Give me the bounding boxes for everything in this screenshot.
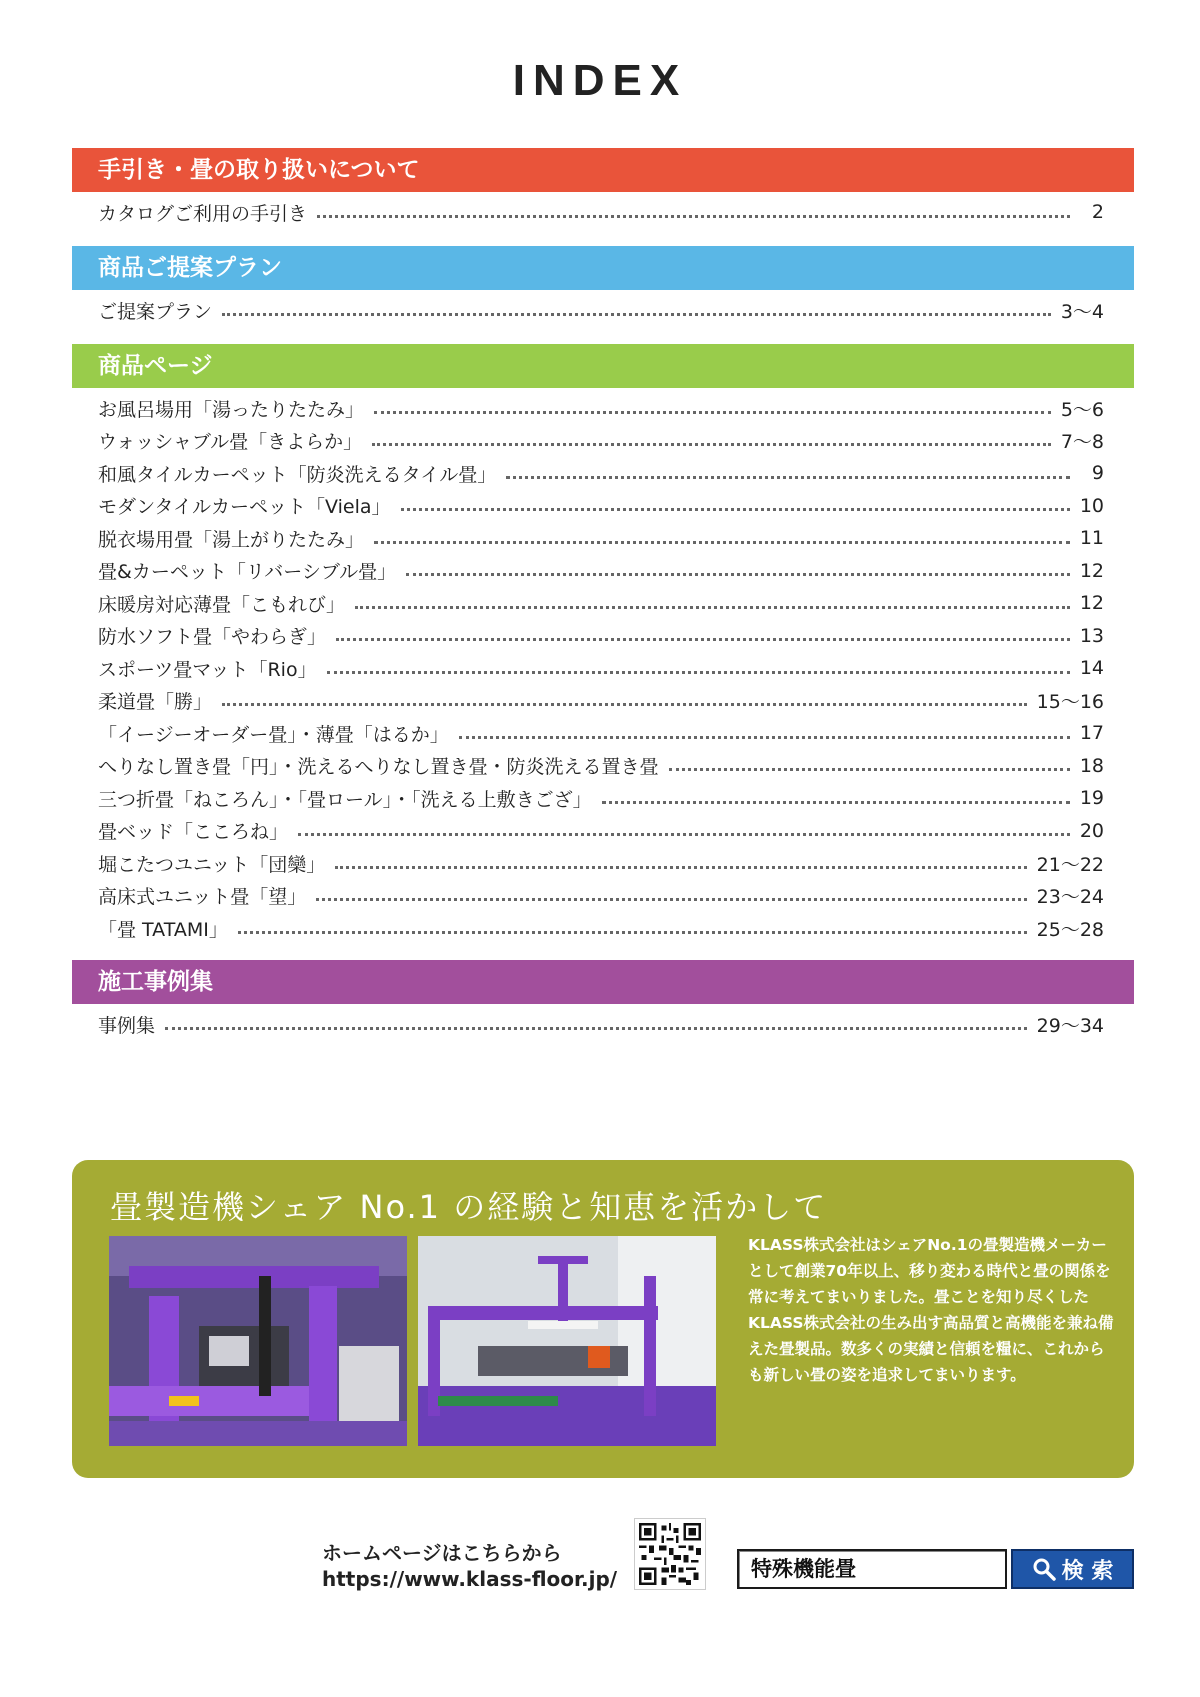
section-heading: 手引き・畳の取り扱いについて [72,148,1134,192]
dot-leader [374,541,1070,544]
index-entry[interactable] [72,457,1134,490]
entry-label: モダンタイルカーペット「Viela」 [98,496,391,519]
section-products [72,344,1134,945]
entry-page: 2 [1091,201,1104,224]
entry-label: カタログご利用の手引き [98,202,308,225]
section-guide [72,148,1134,229]
search-button[interactable] [1011,1549,1134,1589]
index-entry[interactable] [72,652,1134,685]
entry-label: ご提案プラン [98,300,213,323]
index-entry[interactable] [72,750,1134,783]
machine-photo [109,1236,407,1446]
index-entry[interactable] [72,815,1134,848]
entry-page: 12 [1079,592,1104,615]
homepage-label: ホームページはこちらから [322,1541,562,1565]
entry-page: 23～24 [1036,886,1104,909]
dot-leader [335,866,1026,869]
index-entry[interactable] [72,912,1134,945]
homepage-url[interactable]: https://www.klass-floor.jp/ [322,1567,618,1591]
search-icon [1032,1557,1056,1581]
promo-panel [72,1160,1134,1478]
section-heading: 商品ご提案プラン [72,246,1134,290]
entry-page: 5～6 [1060,398,1104,421]
entry-page: 17 [1079,722,1104,745]
dot-leader [374,411,1051,414]
entry-page: 7～8 [1060,431,1104,454]
index-entry[interactable] [72,717,1134,750]
page-title: INDEX [512,56,688,105]
index-entry[interactable] [72,392,1134,425]
dot-leader [459,736,1070,739]
index-entry[interactable] [72,587,1134,620]
entry-page: 25～28 [1036,918,1104,941]
dot-leader [401,508,1070,511]
entry-page: 21～22 [1036,853,1104,876]
dot-leader [355,606,1070,609]
index-entry[interactable] [72,522,1134,555]
entry-label: 脱衣場用畳「湯上がりたたみ」 [98,528,365,551]
dot-leader [222,703,1027,706]
section-heading: 施工事例集 [72,960,1134,1004]
index-entry[interactable] [72,196,1134,229]
entry-page: 10 [1079,494,1104,517]
search-input[interactable]: 特殊機能畳 [737,1549,1007,1589]
entry-page: 20 [1079,819,1104,842]
entry-label: 和風タイルカーペット「防炎洗えるタイル畳」 [98,463,497,486]
index-entry[interactable] [72,782,1134,815]
dot-leader [506,476,1070,479]
dot-leader [602,801,1070,804]
entry-page: 15～16 [1036,691,1104,714]
entry-label: ウォッシャブル畳「きよらか」 [98,431,363,454]
entry-page: 11 [1079,527,1104,550]
entry-label: 柔道畳「勝」 [98,691,213,714]
entry-page: 18 [1079,754,1104,777]
dot-leader [406,573,1070,576]
section-heading: 商品ページ [72,344,1134,388]
machine-photo [418,1236,716,1446]
index-entry[interactable] [72,1008,1134,1041]
index-entry[interactable] [72,425,1134,458]
index-entry[interactable] [72,294,1134,327]
qr-code[interactable] [634,1518,706,1590]
index-entry[interactable] [72,555,1134,588]
entry-label: 防水ソフト畳「やわらぎ」 [98,626,327,649]
entry-page: 13 [1079,624,1104,647]
entry-page: 29～34 [1036,1014,1104,1037]
dot-leader [238,931,1027,934]
entry-label: お風呂場用「湯ったりたたみ」 [98,398,365,421]
entry-label: スポーツ畳マット「Rio」 [98,658,317,681]
entry-label: 「イージーオーダー畳」・薄畳「はるか」 [98,723,449,746]
entry-label: 三つ折畳「ねころん」・「畳ロール」・「洗える上敷きござ」 [98,788,592,811]
entry-page: 19 [1079,787,1104,810]
index-entry[interactable] [72,490,1134,523]
dot-leader [298,833,1070,836]
entry-label: 畳&カーペット「リバーシブル畳」 [98,561,397,584]
entry-page: 14 [1079,657,1104,680]
dot-leader [222,313,1051,316]
search-button-label: 検 索 [1061,1558,1114,1584]
dot-leader [165,1027,1027,1030]
homepage-info [322,1540,617,1592]
entry-label: 床暖房対応薄畳「こもれび」 [98,593,346,616]
entry-label: へりなし置き畳「円」・洗えるへりなし置き畳・防炎洗える置き畳 [98,756,659,779]
entry-page: 9 [1091,462,1104,485]
dot-leader [372,443,1051,446]
section-proposal [72,246,1134,327]
promo-body: KLASS株式会社はシェアNo.1の畳製造機メーカーとして創業70年以上、移り変わる時代と畳の関係を常に考えてまいりました。畳ことを知り尽くしたKLASS株式会社の生み出す高品質と高機能を兼ね備えた畳製品。数多くの実績と信頼を糧に、これからも新しい畳の姿を追求してまいります。 [748,1236,1114,1384]
dot-leader [316,898,1026,901]
index-entry[interactable] [72,847,1134,880]
entry-page: 12 [1079,559,1104,582]
promo-heading: 畳製造機シェア No.1 の経験と知恵を活かして [110,1188,828,1226]
entry-page: 3～4 [1060,300,1104,323]
index-entry[interactable] [72,880,1134,913]
entry-label: 事例集 [98,1014,156,1037]
dot-leader [336,638,1070,641]
dot-leader [317,215,1070,218]
entry-label: 堀こたつユニット「団欒」 [98,853,326,876]
entry-label: 「畳 TATAMI」 [98,918,228,941]
dot-leader [327,671,1070,674]
dot-leader [669,768,1070,771]
section-case-studies [72,960,1134,1041]
entry-label: 畳ベッド「こころね」 [98,821,289,844]
index-entry[interactable] [72,620,1134,653]
entry-label: 高床式ユニット畳「望」 [98,886,307,909]
index-entry[interactable] [72,685,1134,718]
